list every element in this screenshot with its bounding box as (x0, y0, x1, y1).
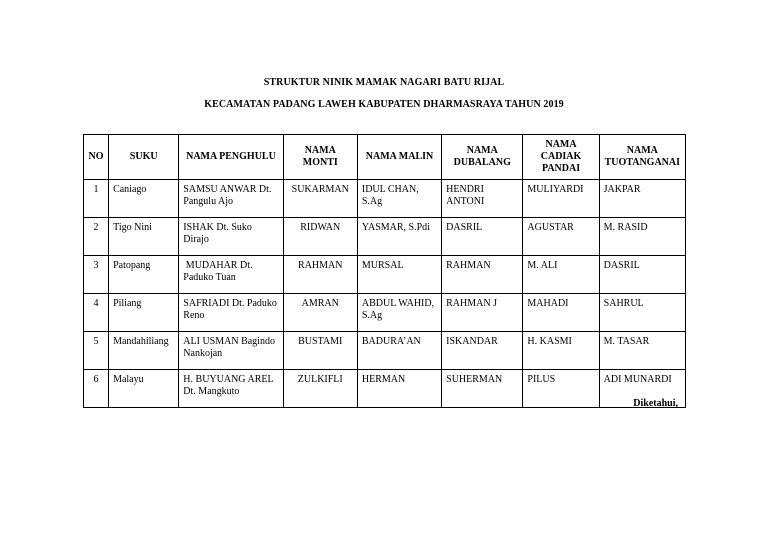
cell-cadiak: MAHADI (523, 294, 599, 332)
table-row (84, 332, 686, 370)
header-nama-monti (283, 135, 357, 180)
cell-dubalang (442, 332, 523, 370)
cell-dubalang (442, 370, 523, 408)
cell-tuotanganai: JAKPAR (599, 180, 685, 218)
cell-tuotanganai: M. TASAR (599, 332, 685, 370)
cell-line: YASMAR, S.Pdi (361, 222, 430, 233)
table-row (84, 294, 686, 332)
header-nama-dubalang (442, 135, 523, 180)
table-header-row (84, 135, 686, 180)
cell-monti: RIDWAN (283, 218, 357, 256)
cell-penghulu (179, 294, 283, 332)
header-line: DUBALANG (453, 157, 511, 168)
header-line: NAMA (626, 145, 658, 156)
cell-line: Dt. Mangkuto (183, 386, 240, 397)
cell-line: RAHMAN (446, 260, 491, 271)
cell-suku: Mandahiliang (109, 332, 179, 370)
cell-suku: Caniago (109, 180, 179, 218)
cell-line: IDUL CHAN, (361, 184, 419, 195)
structure-table (83, 134, 686, 408)
cell-cadiak: M. ALI (523, 256, 599, 294)
cell-line: ALI USMAN Bagindo (183, 336, 275, 347)
cell-line: HENDRI (446, 184, 484, 195)
cell-dubalang (442, 180, 523, 218)
header-nama-cadiak-pandai (523, 135, 599, 180)
table-row (84, 370, 686, 408)
header-line: NAMA (304, 145, 336, 156)
cell-dubalang (442, 294, 523, 332)
cell-no: 2 (84, 218, 109, 256)
cell-penghulu (179, 218, 283, 256)
cell-dubalang (442, 256, 523, 294)
cell-tuotanganai: DASRIL (599, 256, 685, 294)
cell-line: S.Ag (361, 310, 383, 321)
header-suku: SUKU (109, 135, 179, 180)
cell-line: Nankojan (183, 348, 223, 359)
cell-penghulu (179, 332, 283, 370)
header-nama-malin: NAMA MALIN (357, 135, 441, 180)
cell-line: H. BUYUANG AREL (183, 374, 274, 385)
cell-line: Dirajo (183, 234, 209, 245)
header-nama-tuotanganai (599, 135, 685, 180)
cell-suku: Piliang (109, 294, 179, 332)
document-subtitle: KECAMATAN PADANG LAWEH KABUPATEN DHARMASRAYA TAHUN 2019 (204, 99, 564, 110)
cell-line: MURSAL (361, 260, 404, 271)
header-line: MONTI (302, 157, 338, 168)
cell-malin (357, 370, 441, 408)
cell-suku: Malayu (109, 370, 179, 408)
table-row (84, 180, 686, 218)
cell-malin (357, 256, 441, 294)
table-row (84, 218, 686, 256)
cell-penghulu (179, 370, 283, 408)
cell-dubalang (442, 218, 523, 256)
cell-line: SAFRIADI Dt. Paduko (183, 298, 277, 309)
header-no: NO (84, 135, 109, 180)
cell-cadiak: PILUS (523, 370, 599, 408)
cell-cadiak: MULIYARDI (523, 180, 599, 218)
cell-penghulu (179, 256, 283, 294)
cell-monti: ZULKIFLI (283, 370, 357, 408)
cell-no: 3 (84, 256, 109, 294)
cell-no: 5 (84, 332, 109, 370)
cell-line: SAMSU ANWAR Dt. (183, 184, 272, 195)
cell-line: ISHAK Dt. Suko (183, 222, 252, 233)
cell-line: Pangulu Ajo (183, 196, 234, 207)
cell-line: HERMAN (361, 374, 406, 385)
document-title: STRUKTUR NINIK MAMAK NAGARI BATU RIJAL (263, 77, 505, 88)
cell-line: DASRIL (446, 222, 483, 233)
cell-no: 6 (84, 370, 109, 408)
cell-no: 1 (84, 180, 109, 218)
cell-tuotanganai: ADI MUNARDI (599, 370, 685, 408)
cell-line: ABDUL WAHID, (361, 298, 435, 309)
header-line: NAMA (545, 139, 577, 150)
cell-tuotanganai: SAHRUL (599, 294, 685, 332)
cell-malin (357, 180, 441, 218)
header-line: NAMA (466, 145, 498, 156)
cell-line: ISKANDAR (446, 336, 498, 347)
cell-suku: Tigo Nini (109, 218, 179, 256)
cell-cadiak: H. KASMI (523, 332, 599, 370)
header-line: TUOTANGANAI (604, 157, 681, 168)
header-line: PANDAI (541, 163, 581, 174)
cell-line: Paduko Tuan (183, 272, 236, 283)
cell-monti: RAHMAN (283, 256, 357, 294)
cell-malin (357, 218, 441, 256)
cell-line: S.Ag (361, 196, 383, 207)
cell-malin (357, 332, 441, 370)
signature-label: Diketahui, (633, 398, 678, 409)
cell-line: RAHMAN J (446, 298, 497, 309)
cell-line: SUHERMAN (446, 374, 503, 385)
header-nama-penghulu: NAMA PENGHULU (179, 135, 283, 180)
cell-cadiak: AGUSTAR (523, 218, 599, 256)
cell-suku: Patopang (109, 256, 179, 294)
cell-line: MUDAHAR Dt. (183, 260, 253, 271)
cell-line: BADURA’AN (361, 336, 421, 347)
cell-monti: BUSTAMI (283, 332, 357, 370)
cell-penghulu (179, 180, 283, 218)
header-line: CADIAK (540, 151, 582, 162)
cell-malin (357, 294, 441, 332)
cell-line: ANTONI (446, 196, 485, 207)
cell-line: Reno (183, 310, 205, 321)
table-row (84, 256, 686, 294)
cell-no: 4 (84, 294, 109, 332)
cell-monti: SUKARMAN (283, 180, 357, 218)
cell-tuotanganai: M. RASID (599, 218, 685, 256)
cell-monti: AMRAN (283, 294, 357, 332)
